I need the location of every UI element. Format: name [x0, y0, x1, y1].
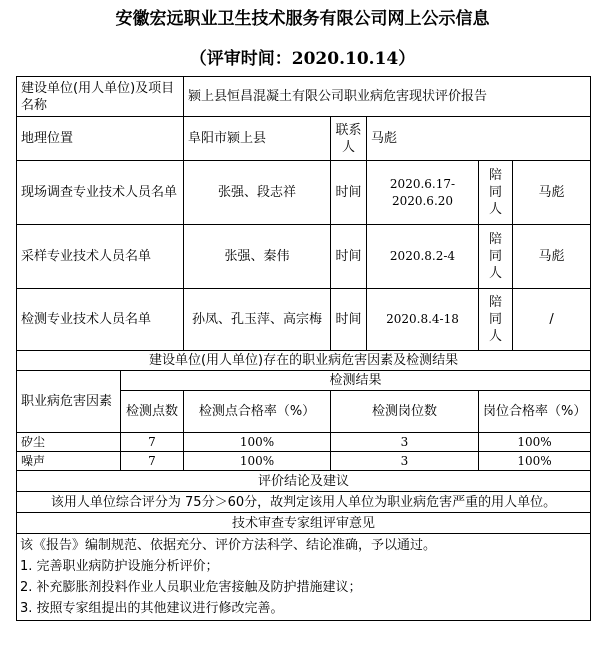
- hazard-posts: 3: [331, 433, 479, 452]
- disclosure-table: [16, 76, 591, 621]
- hazard-factor: 矽尘: [17, 433, 121, 452]
- col-posts: 检测岗位数: [331, 391, 479, 433]
- conclusion-section-row: [17, 471, 591, 492]
- col-point-rate: 检测点合格率（%）: [184, 391, 331, 433]
- page-title: 安徽宏远职业卫生技术服务有限公司网上公示信息: [115, 9, 490, 29]
- review-body: [17, 534, 591, 621]
- conclusion-section-title: 评价结论及建议: [17, 471, 591, 492]
- conclusion-row: [17, 492, 591, 513]
- location-value: 阜阳市颍上县: [184, 117, 331, 161]
- location-row: [17, 117, 591, 161]
- hazard-section-row: [17, 351, 591, 371]
- unit-label: 建设单位(用人单位)及项目名称: [17, 77, 184, 117]
- hazard-post-rate: 100%: [479, 433, 591, 452]
- hazard-point-rate: 100%: [184, 433, 331, 452]
- contact-value: 马彪: [367, 117, 591, 161]
- testing-time: 2020.8.4-18: [367, 289, 479, 351]
- sampling-time: 2020.8.2-4: [367, 225, 479, 289]
- hazard-post-rate: 100%: [479, 452, 591, 471]
- testing-row: [17, 289, 591, 351]
- survey-row: [17, 161, 591, 225]
- survey-staff: 张强、段志祥: [184, 161, 331, 225]
- hazard-factor: 噪声: [17, 452, 121, 471]
- hazard-header-row: [17, 371, 591, 391]
- sampling-escort-label: 陪同人: [479, 225, 513, 289]
- hazard-points: 7: [121, 452, 184, 471]
- results-label: 检测结果: [121, 371, 591, 391]
- hazard-row: [17, 452, 591, 471]
- unit-value: 颍上县恒昌混凝土有限公司职业病危害现状评价报告: [184, 77, 591, 117]
- hazard-section-title: 建设单位(用人单位)存在的职业病危害因素及检测结果: [17, 351, 591, 371]
- survey-time: 2020.6.17-2020.6.20: [367, 161, 479, 225]
- sampling-escort: 马彪: [513, 225, 591, 289]
- review-row: [17, 534, 591, 621]
- sampling-staff: 张强、秦伟: [184, 225, 331, 289]
- review-line: 3. 按照专家组提出的其他建议进行修改完善。: [20, 601, 284, 616]
- review-section-title: 技术审查专家组评审意见: [17, 513, 591, 534]
- testing-escort: /: [513, 289, 591, 351]
- conclusion-text: 该用人单位综合评分为 75分＞60分，故判定该用人单位为职业病危害严重的用人单位。: [17, 492, 591, 513]
- hazard-row: [17, 433, 591, 452]
- unit-row: [17, 77, 591, 117]
- review-line: 该《报告》编制规范、依据充分、评价方法科学、结论准确，予以通过。: [20, 538, 437, 553]
- col-post-rate: 岗位合格率（%）: [479, 391, 591, 433]
- location-label: 地理位置: [17, 117, 184, 161]
- hazard-posts: 3: [331, 452, 479, 471]
- testing-time-label: 时间: [331, 289, 367, 351]
- hazard-points: 7: [121, 433, 184, 452]
- testing-escort-label: 陪同人: [479, 289, 513, 351]
- factor-label: 职业病危害因素: [17, 371, 121, 433]
- col-points: 检测点数: [121, 391, 184, 433]
- sampling-row: [17, 225, 591, 289]
- survey-time-label: 时间: [331, 161, 367, 225]
- review-section-row: [17, 513, 591, 534]
- contact-label: 联系人: [331, 117, 367, 161]
- sampling-label: 采样专业技术人员名单: [17, 225, 184, 289]
- testing-label: 检测专业技术人员名单: [17, 289, 184, 351]
- hazard-point-rate: 100%: [184, 452, 331, 471]
- survey-escort: 马彪: [513, 161, 591, 225]
- testing-staff: 孙凤、孔玉萍、高宗梅: [184, 289, 331, 351]
- review-line: 1. 完善职业病防护设施分析评价；: [20, 559, 219, 574]
- survey-escort-label: 陪同人: [479, 161, 513, 225]
- survey-label: 现场调查专业技术人员名单: [17, 161, 184, 225]
- review-time: （评审时间：2020.10.14）: [189, 49, 416, 69]
- review-line: 2. 补充膨胀剂投料作业人员职业危害接触及防护措施建议；: [20, 580, 362, 595]
- sampling-time-label: 时间: [331, 225, 367, 289]
